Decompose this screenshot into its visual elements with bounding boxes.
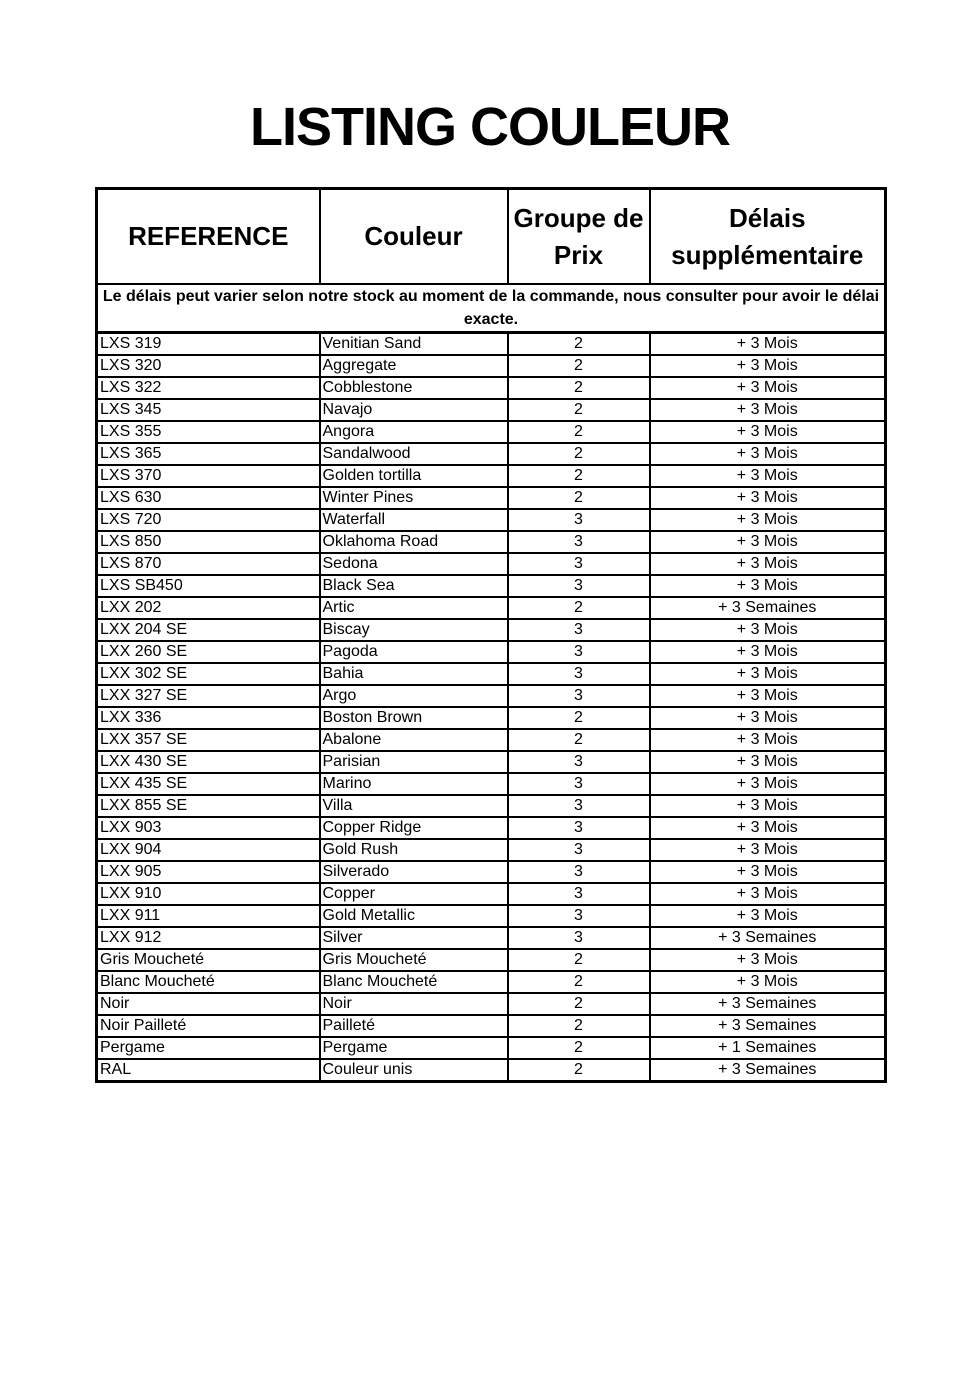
cell-couleur: Sedona (320, 553, 508, 575)
cell-groupe-de-prix: 3 (508, 883, 650, 905)
table-row (97, 817, 886, 839)
cell-couleur: Copper (320, 883, 508, 905)
cell-couleur: Copper Ridge (320, 817, 508, 839)
table-row (97, 971, 886, 993)
table-row (97, 597, 886, 619)
table-body (97, 284, 886, 1082)
cell-couleur: Abalone (320, 729, 508, 751)
cell-reference: LXS 720 (97, 509, 320, 531)
cell-couleur: Silverado (320, 861, 508, 883)
table-row (97, 993, 886, 1015)
cell-reference: LXS 322 (97, 377, 320, 399)
table-row (97, 531, 886, 553)
cell-reference: LXS 370 (97, 465, 320, 487)
cell-groupe-de-prix: 2 (508, 399, 650, 421)
header-row (97, 189, 886, 285)
cell-couleur: Black Sea (320, 575, 508, 597)
table-row (97, 421, 886, 443)
cell-reference: LXS 319 (97, 333, 320, 356)
cell-groupe-de-prix: 2 (508, 443, 650, 465)
cell-groupe-de-prix: 3 (508, 663, 650, 685)
cell-delai: + 3 Mois (650, 509, 886, 531)
cell-reference: LXS 365 (97, 443, 320, 465)
cell-delai: + 3 Semaines (650, 1059, 886, 1082)
cell-groupe-de-prix: 3 (508, 861, 650, 883)
cell-reference: LXX 903 (97, 817, 320, 839)
table-row (97, 1037, 886, 1059)
cell-groupe-de-prix: 3 (508, 531, 650, 553)
cell-delai: + 3 Mois (650, 619, 886, 641)
table-row (97, 487, 886, 509)
cell-delai: + 3 Mois (650, 839, 886, 861)
cell-couleur: Parisian (320, 751, 508, 773)
table-row (97, 1015, 886, 1037)
cell-groupe-de-prix: 3 (508, 619, 650, 641)
cell-groupe-de-prix: 2 (508, 377, 650, 399)
cell-reference: LXS 870 (97, 553, 320, 575)
cell-couleur: Gris Moucheté (320, 949, 508, 971)
cell-delai: + 3 Mois (650, 531, 886, 553)
table-row (97, 685, 886, 707)
cell-reference: LXX 855 SE (97, 795, 320, 817)
cell-reference: LXX 260 SE (97, 641, 320, 663)
cell-delai: + 3 Semaines (650, 597, 886, 619)
cell-delai: + 3 Semaines (650, 927, 886, 949)
cell-groupe-de-prix: 3 (508, 773, 650, 795)
cell-reference: LXX 430 SE (97, 751, 320, 773)
cell-groupe-de-prix: 2 (508, 1037, 650, 1059)
stock-notice: Le délais peut varier selon notre stock au moment de la commande, nous consulter pour avoir le délai exacte. (97, 284, 886, 333)
cell-couleur: Blanc Moucheté (320, 971, 508, 993)
cell-delai: + 3 Mois (650, 487, 886, 509)
cell-couleur: Gold Rush (320, 839, 508, 861)
cell-delai: + 3 Mois (650, 377, 886, 399)
cell-reference: LXS 630 (97, 487, 320, 509)
cell-groupe-de-prix: 2 (508, 993, 650, 1015)
cell-reference: Noir (97, 993, 320, 1015)
cell-reference: LXS 355 (97, 421, 320, 443)
cell-delai: + 3 Mois (650, 355, 886, 377)
cell-couleur: Golden tortilla (320, 465, 508, 487)
cell-groupe-de-prix: 2 (508, 597, 650, 619)
table-row (97, 949, 886, 971)
cell-delai: + 3 Mois (650, 641, 886, 663)
table-row (97, 355, 886, 377)
cell-groupe-de-prix: 2 (508, 707, 650, 729)
cell-couleur: Oklahoma Road (320, 531, 508, 553)
cell-reference: LXX 202 (97, 597, 320, 619)
cell-reference: LXX 904 (97, 839, 320, 861)
cell-couleur: Bahia (320, 663, 508, 685)
cell-reference: Pergame (97, 1037, 320, 1059)
cell-delai: + 3 Mois (650, 905, 886, 927)
table-row (97, 795, 886, 817)
cell-delai: + 3 Mois (650, 399, 886, 421)
cell-delai: + 3 Mois (650, 861, 886, 883)
cell-groupe-de-prix: 2 (508, 487, 650, 509)
cell-couleur: Biscay (320, 619, 508, 641)
cell-reference: LXX 357 SE (97, 729, 320, 751)
cell-groupe-de-prix: 2 (508, 355, 650, 377)
cell-delai: + 3 Mois (650, 817, 886, 839)
cell-couleur: Waterfall (320, 509, 508, 531)
cell-couleur: Gold Metallic (320, 905, 508, 927)
cell-couleur: Sandalwood (320, 443, 508, 465)
cell-couleur: Boston Brown (320, 707, 508, 729)
cell-delai: + 3 Mois (650, 333, 886, 356)
table-row (97, 1059, 886, 1082)
table-row (97, 641, 886, 663)
table-row (97, 729, 886, 751)
cell-couleur: Venitian Sand (320, 333, 508, 356)
cell-delai: + 3 Mois (650, 795, 886, 817)
table-row (97, 377, 886, 399)
table-row (97, 553, 886, 575)
cell-delai: + 3 Mois (650, 575, 886, 597)
cell-reference: LXX 905 (97, 861, 320, 883)
cell-reference: Noir Pailleté (97, 1015, 320, 1037)
cell-couleur: Couleur unis (320, 1059, 508, 1082)
cell-reference: Blanc Moucheté (97, 971, 320, 993)
cell-groupe-de-prix: 2 (508, 1015, 650, 1037)
cell-couleur: Artic (320, 597, 508, 619)
table-row (97, 465, 886, 487)
table-row (97, 619, 886, 641)
cell-groupe-de-prix: 3 (508, 575, 650, 597)
cell-delai: + 3 Mois (650, 685, 886, 707)
cell-groupe-de-prix: 2 (508, 971, 650, 993)
table-row (97, 927, 886, 949)
cell-reference: RAL (97, 1059, 320, 1082)
cell-reference: Gris Moucheté (97, 949, 320, 971)
cell-couleur: Noir (320, 993, 508, 1015)
cell-groupe-de-prix: 2 (508, 333, 650, 356)
cell-couleur: Winter Pines (320, 487, 508, 509)
table-row (97, 839, 886, 861)
cell-delai: + 3 Mois (650, 773, 886, 795)
header-delais-supplementaire: Délais supplémentaire (650, 189, 886, 285)
cell-groupe-de-prix: 3 (508, 751, 650, 773)
cell-delai: + 3 Mois (650, 883, 886, 905)
cell-delai: + 3 Mois (650, 443, 886, 465)
cell-couleur: Silver (320, 927, 508, 949)
header-reference: REFERENCE (97, 189, 320, 285)
cell-delai: + 3 Mois (650, 465, 886, 487)
cell-groupe-de-prix: 3 (508, 553, 650, 575)
cell-reference: LXX 336 (97, 707, 320, 729)
table-row (97, 575, 886, 597)
table-row (97, 509, 886, 531)
color-listing-table (95, 187, 887, 1083)
cell-reference: LXX 327 SE (97, 685, 320, 707)
cell-groupe-de-prix: 3 (508, 509, 650, 531)
header-couleur: Couleur (320, 189, 508, 285)
table-row (97, 883, 886, 905)
cell-couleur: Marino (320, 773, 508, 795)
cell-delai: + 3 Mois (650, 707, 886, 729)
table-row (97, 443, 886, 465)
cell-delai: + 3 Mois (650, 729, 886, 751)
cell-couleur: Aggregate (320, 355, 508, 377)
header-groupe-de-prix: Groupe de Prix (508, 189, 650, 285)
cell-delai: + 3 Mois (650, 751, 886, 773)
cell-delai: + 3 Semaines (650, 1015, 886, 1037)
cell-delai: + 3 Mois (650, 421, 886, 443)
cell-couleur: Cobblestone (320, 377, 508, 399)
cell-couleur: Pagoda (320, 641, 508, 663)
cell-delai: + 3 Mois (650, 971, 886, 993)
table-row (97, 751, 886, 773)
cell-groupe-de-prix: 2 (508, 949, 650, 971)
cell-groupe-de-prix: 3 (508, 795, 650, 817)
cell-groupe-de-prix: 3 (508, 685, 650, 707)
table-row (97, 707, 886, 729)
cell-groupe-de-prix: 3 (508, 839, 650, 861)
cell-delai: + 3 Mois (650, 553, 886, 575)
table-row (97, 773, 886, 795)
cell-groupe-de-prix: 3 (508, 817, 650, 839)
cell-reference: LXX 204 SE (97, 619, 320, 641)
cell-delai: + 3 Mois (650, 663, 886, 685)
cell-reference: LXS 320 (97, 355, 320, 377)
table-row (97, 663, 886, 685)
cell-couleur: Angora (320, 421, 508, 443)
cell-reference: LXX 910 (97, 883, 320, 905)
cell-couleur: Villa (320, 795, 508, 817)
table-row (97, 905, 886, 927)
cell-reference: LXX 911 (97, 905, 320, 927)
cell-couleur: Pailleté (320, 1015, 508, 1037)
cell-groupe-de-prix: 3 (508, 641, 650, 663)
cell-delai: + 3 Mois (650, 949, 886, 971)
cell-delai: + 1 Semaines (650, 1037, 886, 1059)
cell-couleur: Argo (320, 685, 508, 707)
cell-groupe-de-prix: 2 (508, 729, 650, 751)
table-row (97, 333, 886, 356)
cell-groupe-de-prix: 2 (508, 421, 650, 443)
cell-couleur: Navajo (320, 399, 508, 421)
cell-reference: LXX 302 SE (97, 663, 320, 685)
cell-couleur: Pergame (320, 1037, 508, 1059)
cell-delai: + 3 Semaines (650, 993, 886, 1015)
table-row (97, 861, 886, 883)
cell-groupe-de-prix: 3 (508, 905, 650, 927)
cell-reference: LXS SB450 (97, 575, 320, 597)
cell-reference: LXS 345 (97, 399, 320, 421)
cell-reference: LXX 435 SE (97, 773, 320, 795)
cell-groupe-de-prix: 2 (508, 1059, 650, 1082)
cell-reference: LXX 912 (97, 927, 320, 949)
notice-row (97, 284, 886, 333)
table-row (97, 399, 886, 421)
cell-groupe-de-prix: 2 (508, 465, 650, 487)
cell-reference: LXS 850 (97, 531, 320, 553)
cell-groupe-de-prix: 3 (508, 927, 650, 949)
page-title: LISTING COULEUR (250, 97, 730, 157)
